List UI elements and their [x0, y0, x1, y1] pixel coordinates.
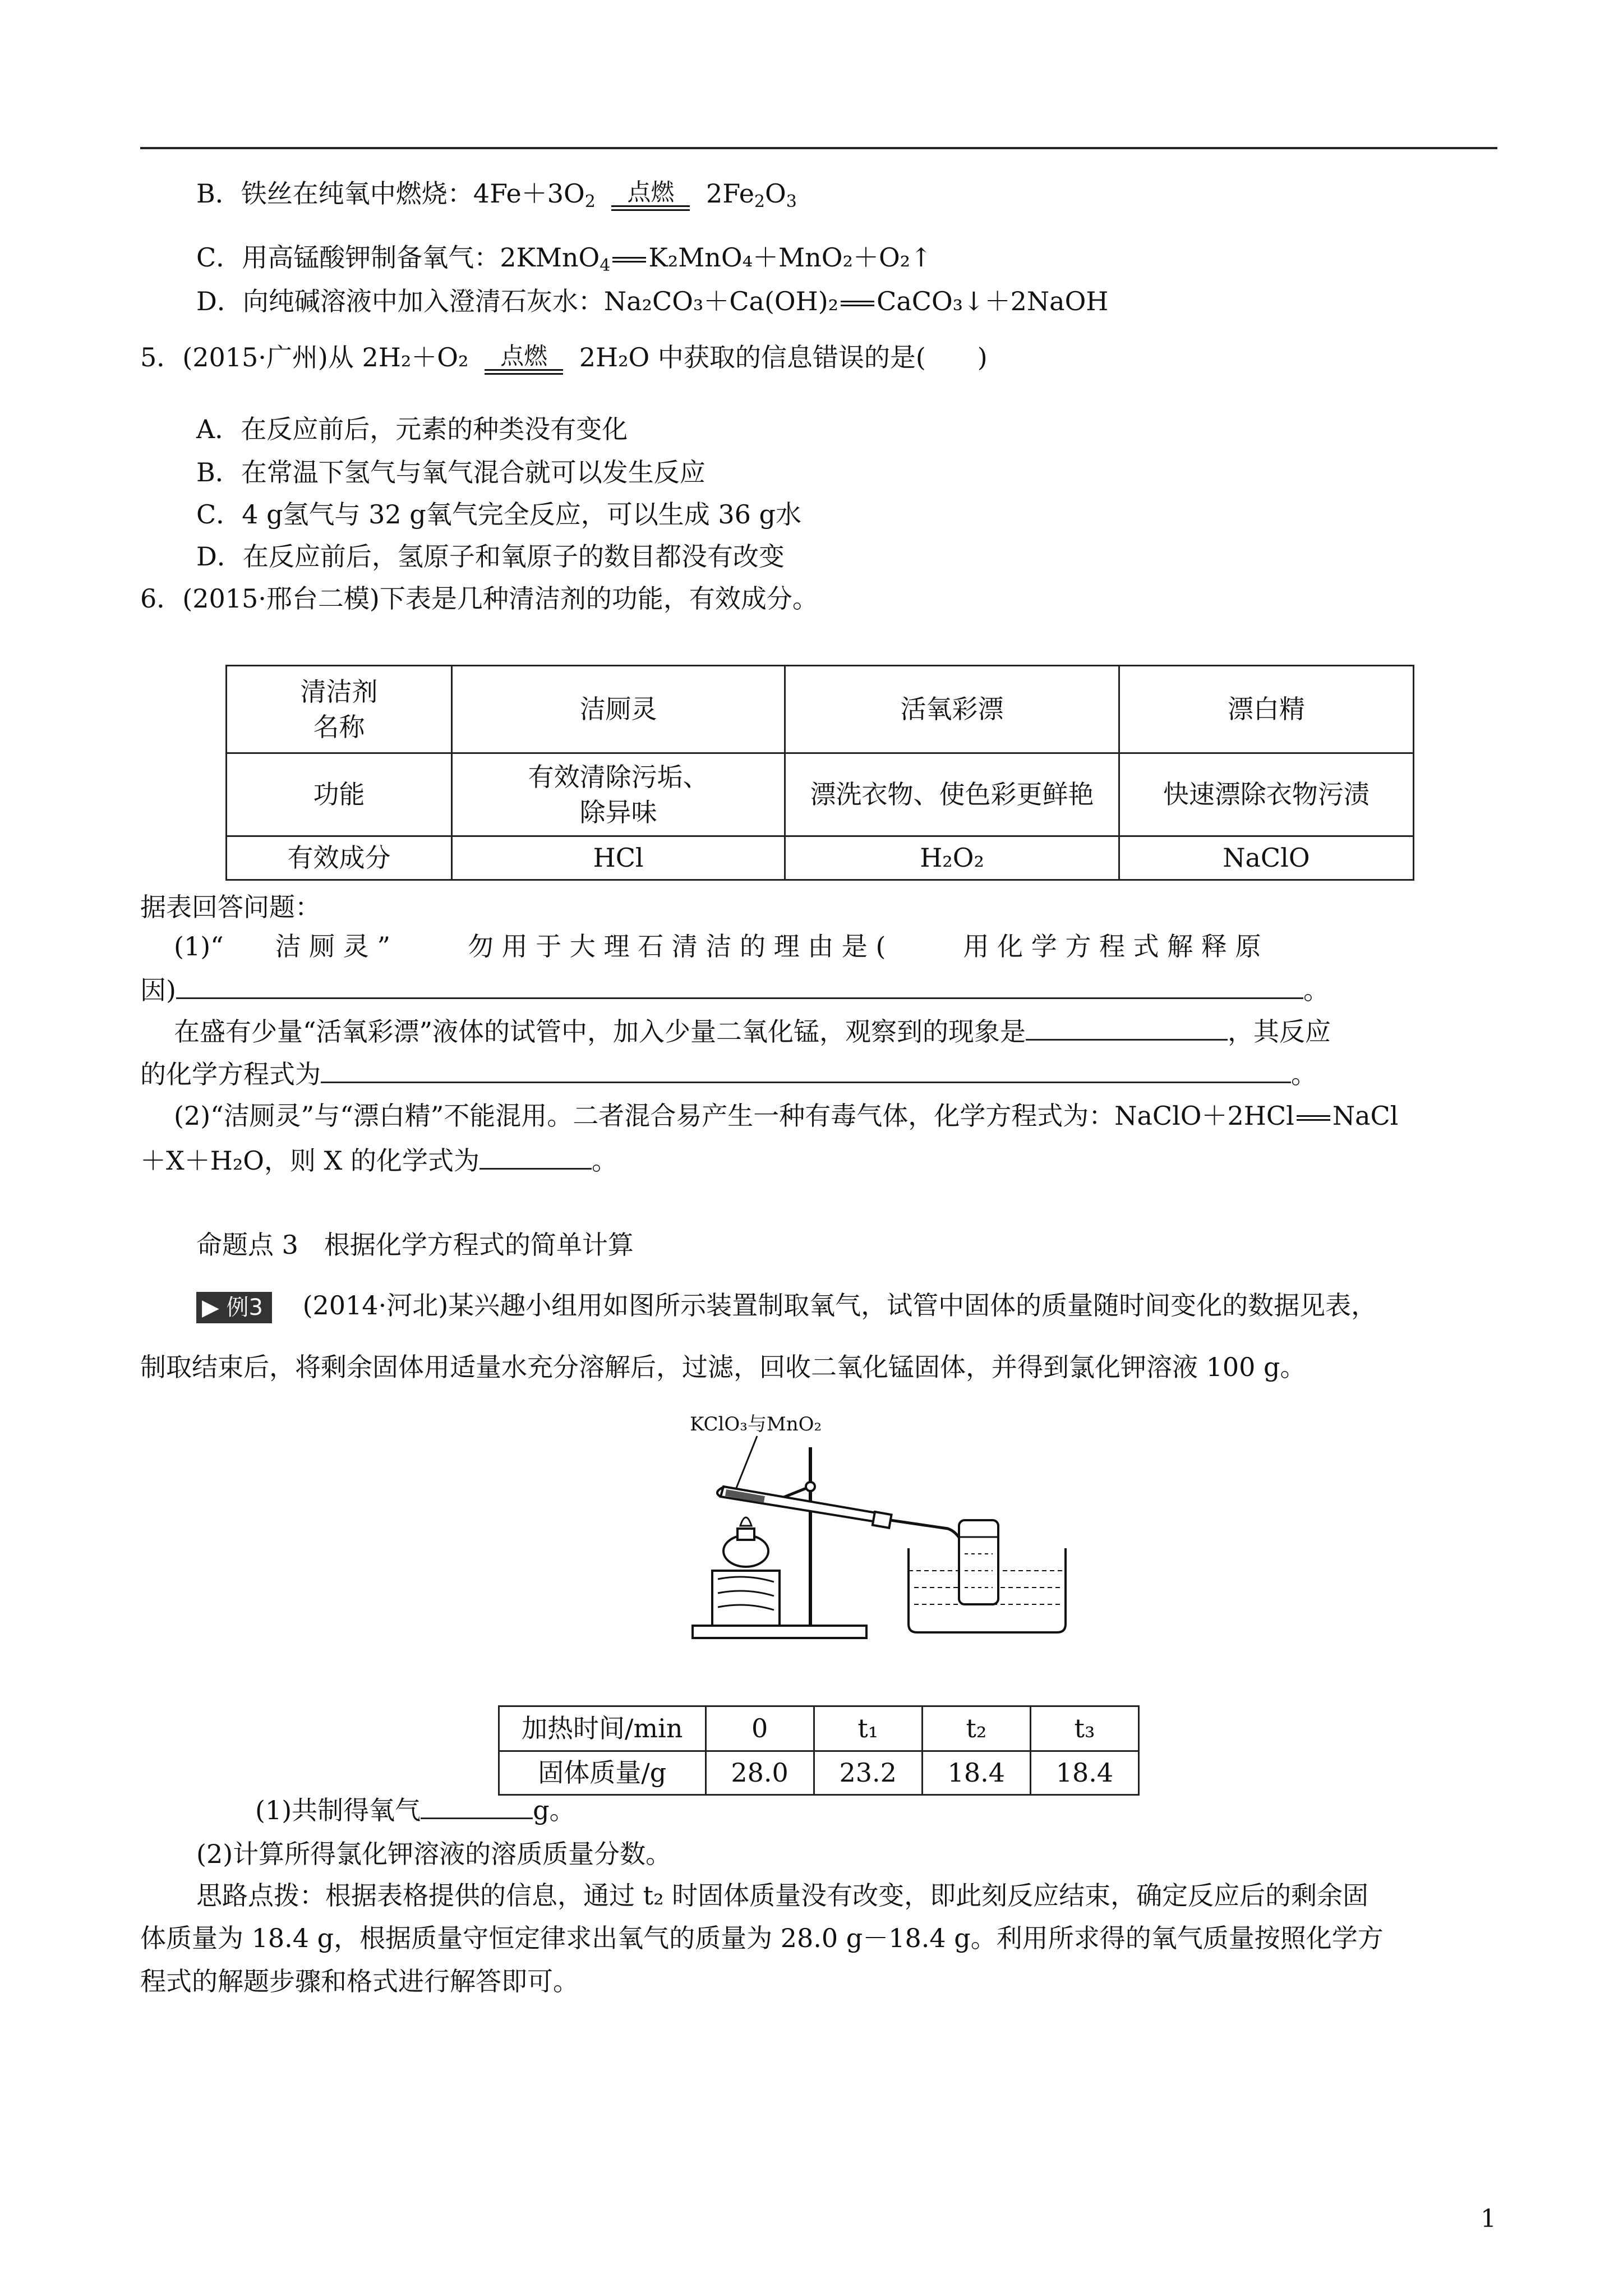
- table-header-cell: 清洁剂 名称: [227, 666, 452, 753]
- table-header-cell: t₂: [922, 1706, 1030, 1751]
- q6-part2-line2: ＋X＋H₂O，则 X 的化学式为 。: [140, 1145, 618, 1176]
- hint-line2: 体质量为 18.4 g，根据质量守恒定律求出氧气的质量为 28.0 g－18.4 g。利用所求得的氧气质量按照化学方: [140, 1923, 1384, 1953]
- ex3-question2: (2)计算所得氯化钾溶液的溶质质量分数。: [196, 1839, 672, 1869]
- q4-option-d: D．向纯碱溶液中加入澄清石灰水：Na₂CO₃＋Ca(OH)₂ CaCO₃↓＋2NaOH: [196, 286, 1109, 316]
- answer-blank[interactable]: [1026, 1016, 1228, 1041]
- equals-sign: [612, 257, 646, 263]
- q6-part1-line3: 在盛有少量“活氧彩漂”液体的试管中，加入少量二氧化锰，观察到的现象是 ，其反应: [174, 1016, 1331, 1047]
- ex3-question1: (1)共制得氧气 g。: [255, 1795, 575, 1825]
- answer-intro: 据表回答问题：: [140, 892, 321, 922]
- mass-time-table: [498, 1705, 1140, 1796]
- answer-blank[interactable]: [421, 1795, 533, 1819]
- q4-option-b: B．铁丝在纯氧中燃烧：$4Fe+3O_2$ 点燃 $2Fe_2O_3$: [196, 178, 797, 211]
- table-cell: 有效成分: [227, 836, 452, 880]
- table-header-cell: 0: [706, 1706, 814, 1751]
- q5-option-d: D．在反应前后，氢原子和氧原子的数目都没有改变: [196, 541, 785, 572]
- q6-part1-line4: 的化学方程式为 。: [140, 1059, 1317, 1089]
- equals-sign: [1297, 1115, 1330, 1121]
- table-header-cell: 活氧彩漂: [785, 666, 1119, 753]
- answer-blank[interactable]: [479, 1145, 592, 1170]
- q5-option-a: A．在反应前后，元素的种类没有变化: [196, 414, 628, 444]
- example-tag: ▶ 例3: [196, 1292, 272, 1323]
- table-cell: 28.0: [706, 1751, 814, 1795]
- answer-blank[interactable]: [321, 1059, 1291, 1083]
- table-header-cell: 洁厕灵: [451, 666, 785, 753]
- table-header-cell: 漂白精: [1119, 666, 1413, 753]
- q4-option-c: C．用高锰酸钾制备氧气：2KMnO$_4$ K₂MnO₄＋MnO₂＋O₂↑: [196, 242, 932, 275]
- reaction-condition: 点燃: [611, 181, 690, 211]
- hint-line1: 思路点拨：根据表格提供的信息，通过 t₂ 时固体质量没有改变，即此刻反应结束，确定反应后的剩余固: [196, 1880, 1369, 1911]
- example3-line1: ▶ 例3 (2014·河北)某兴趣小组用如图所示装置制取氧气，试管中固体的质量随时间变化的数据见表，: [196, 1290, 1377, 1323]
- example3-line2: 制取结束后，将剩余固体用适量水充分溶解后，过滤，回收二氧化锰固体，并得到氯化钾溶液 100 g。: [140, 1352, 1306, 1382]
- answer-blank[interactable]: [176, 975, 1303, 999]
- table-cell: 18.4: [1030, 1751, 1138, 1795]
- q5-option-b: B．在常温下氢气与氧气混合就可以发生反应: [196, 457, 706, 487]
- table-cell: H₂O₂: [785, 836, 1119, 880]
- table-cell: 漂洗衣物、使色彩更鲜艳: [785, 753, 1119, 836]
- table-header-cell: t₁: [814, 1706, 922, 1751]
- table-cell: 功能: [227, 753, 452, 836]
- q6-part1-line1: (1)“ 洁 厕 灵 ” 勿 用 于 大 理 石 清 洁 的 理 由 是 ( 用 化 学 方 程 式 解 释 原: [174, 931, 1261, 961]
- hint-line3: 程式的解题步骤和格式进行解答即可。: [140, 1966, 579, 1996]
- q6-part2-line1: (2)“洁厕灵”与“漂白精”不能混用。二者混合易产生一种有毒气体，化学方程式为：NaClO＋2HCl NaCl: [174, 1101, 1399, 1131]
- section-title: 命题点 3 根据化学方程式的简单计算: [196, 1230, 634, 1260]
- table-header-cell: t₃: [1030, 1706, 1138, 1751]
- figure-label: KClO₃与MnO₂: [690, 1413, 822, 1435]
- cleaner-table: [225, 665, 1414, 881]
- q6-part1-line2: 因) 。: [140, 975, 1329, 1005]
- table-cell: 快速漂除衣物污渍: [1119, 753, 1413, 836]
- page-number: 1: [1481, 2205, 1496, 2233]
- q6-stem: 6．(2015·邢台二模)下表是几种清洁剂的功能，有效成分。: [140, 583, 818, 614]
- q5-option-c: C．4 g氢气与 32 g氧气完全反应，可以生成 36 g水: [196, 499, 801, 530]
- reaction-condition: 点燃: [485, 344, 563, 375]
- q5-stem: 5．(2015·广州)从 2H₂＋O₂ 点燃 2H₂O 中获取的信息错误的是( ): [140, 342, 988, 375]
- table-cell: 有效清除污垢、 除异味: [451, 753, 785, 836]
- table-cell: NaClO: [1119, 836, 1413, 880]
- oxygen-apparatus-figure: [684, 1408, 1077, 1644]
- table-cell: 固体质量/g: [499, 1751, 706, 1795]
- header-rule: [140, 147, 1497, 149]
- equals-sign: [841, 301, 874, 306]
- table-cell: HCl: [451, 836, 785, 880]
- table-cell: 23.2: [814, 1751, 922, 1795]
- table-header-cell: 加热时间/min: [499, 1706, 706, 1751]
- table-cell: 18.4: [922, 1751, 1030, 1795]
